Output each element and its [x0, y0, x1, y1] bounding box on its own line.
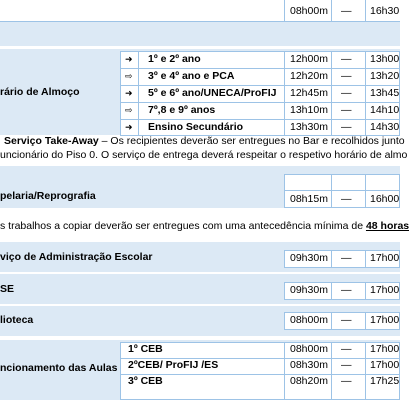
lunch-group-name: 1º e 2º ano [148, 53, 201, 65]
arrow-right-icon: ➜ [125, 122, 133, 132]
ase-end: 17h00 [370, 284, 400, 296]
papelaria-label: pelaria/Reprografia [0, 190, 96, 202]
lunch-group-name: 3º e 4º ano e PCA [148, 70, 235, 82]
takeaway-line1: – Os recipientes deverão ser entregues no Bar e recolhidos junto [98, 135, 405, 147]
aulas-row-end: 17h25 [370, 375, 400, 387]
aulas-row-end: 17h00 [370, 343, 400, 355]
ase-label: SE [0, 283, 15, 295]
lunch-dash: — [341, 104, 352, 116]
lunch-end: 13h20 [370, 70, 400, 82]
arrow-right-icon: ⇨ [125, 71, 133, 81]
aulas-row-dash: — [341, 343, 352, 355]
top-start: 08h00m [290, 5, 328, 17]
aulas-row-dash: — [341, 359, 352, 371]
aulas-row-start: 08h00m [290, 343, 328, 355]
lunch-start: 13h10m [290, 104, 328, 116]
top-dash: — [341, 5, 352, 17]
lunch-end: 14h10 [370, 104, 400, 116]
lunch-end: 13h00 [370, 53, 400, 65]
aulas-row-dash: — [341, 375, 352, 387]
admin-end: 17h00 [370, 252, 400, 264]
lunch-start: 12h45m [290, 87, 328, 99]
papelaria-end: 16h00 [370, 193, 400, 205]
takeaway-title: Serviço Take-Away [4, 135, 99, 147]
papelaria-dash: — [341, 193, 352, 205]
papelaria-start: 08h15m [290, 193, 328, 205]
admin-start: 09h30m [290, 252, 328, 264]
copy-note-text: s trabalhos a copiar deverão ser entregues com uma antecedência mínima de [0, 220, 366, 232]
takeaway-line2: uncionário do Piso 0. O serviço de entrega deverá respeitar o respetivo horário de almo [0, 149, 408, 161]
ase-dash: — [341, 284, 352, 296]
biblioteca-start: 08h00m [290, 314, 328, 326]
aulas-row-name: 1º CEB [128, 343, 163, 355]
lunch-end: 14h30 [370, 121, 400, 133]
arrow-right-icon: ➜ [125, 54, 133, 64]
lunch-dash: — [341, 87, 352, 99]
lunch-dash: — [341, 70, 352, 82]
top-row [0, 0, 400, 22]
lunch-start: 12h20m [290, 70, 328, 82]
lunch-dash: — [341, 121, 352, 133]
top-end: 16h30 [370, 5, 400, 17]
arrow-right-icon: ⇨ [125, 105, 133, 115]
aulas-row-name: 3º CEB [128, 375, 163, 387]
lunch-group-name: 5º e 6º ano/UNECA/ProFIJ [148, 87, 277, 99]
biblioteca-dash: — [341, 314, 352, 326]
lunch-start: 12h00m [290, 53, 328, 65]
band-1 [0, 22, 400, 46]
arrow-right-icon: ➜ [125, 88, 133, 98]
aulas-row-start: 08h30m [290, 359, 328, 371]
admin-label: viço de Administração Escolar [0, 251, 153, 263]
copy-note-emph: 48 horas [365, 220, 409, 232]
biblioteca-label: lioteca [0, 314, 34, 326]
aulas-row-name: 2ºCEB/ ProFIJ /ES [128, 359, 219, 371]
copy-note [0, 219, 409, 235]
aulas-row-start: 08h20m [290, 375, 328, 387]
lunch-group-name: Ensino Secundário [148, 121, 244, 133]
biblioteca-end: 17h00 [370, 314, 400, 326]
lunch-label: rário de Almoço [0, 86, 80, 98]
lunch-dash: — [341, 53, 352, 65]
takeaway-note [0, 135, 408, 162]
lunch-group-name: 7º,8 e 9º anos [148, 104, 216, 116]
lunch-end: 13h45 [370, 87, 400, 99]
ase-start: 09h30m [290, 284, 328, 296]
lunch-start: 13h30m [290, 121, 328, 133]
admin-dash: — [341, 252, 352, 264]
aulas-label: ncionamento das Aulas [0, 362, 118, 374]
aulas-row-end: 17h00 [370, 359, 400, 371]
